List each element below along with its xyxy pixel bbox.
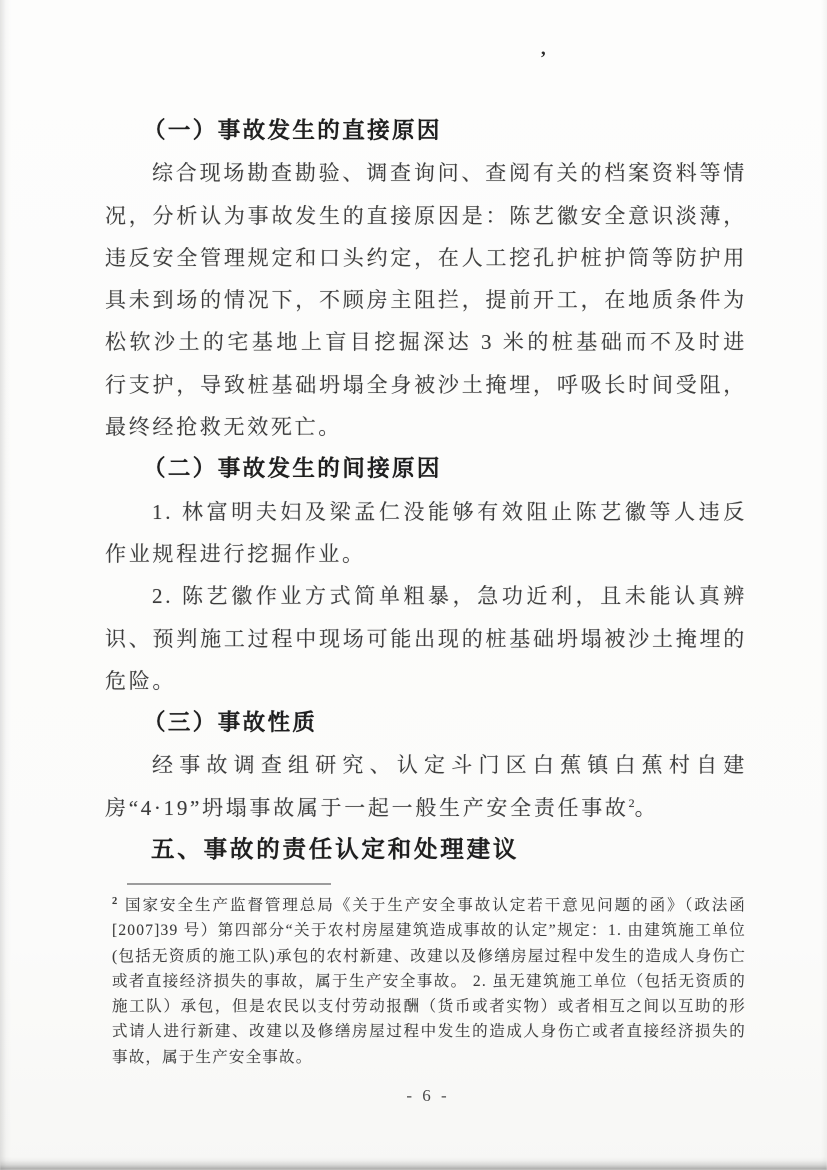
section-heading-indirect-cause: （二）事故发生的间接原因 bbox=[143, 456, 442, 482]
paragraph-indirect-cause-1: 1. 林富明夫妇及梁孟仁没能够有效阻止陈艺徽等人违反作业规程进行挖掘作业。 bbox=[105, 499, 747, 566]
page-number: - 6 - bbox=[406, 1086, 450, 1105]
ink-speck-mark: ’ bbox=[540, 48, 547, 69]
accident-nature-period: 。 bbox=[634, 795, 659, 820]
paragraph-accident-nature bbox=[105, 744, 747, 829]
page-edge-left-shadow bbox=[0, 0, 11, 1170]
accident-nature-text: 经事故调查组研究、认定斗门区白蕉镇白蕉村自建房“4·19”坍塌事故属于一起一般生产安全责任事故 bbox=[105, 753, 747, 820]
footnote-reference: 2 bbox=[628, 795, 635, 810]
paragraph-indirect-cause-2: 2. 陈艺徽作业方式简单粗暴，急功近利，且未能认真辨识、预判施工过程中现场可能出现的桩基础坍塌被沙土掩埋的危险。 bbox=[105, 584, 747, 693]
footnote-separator bbox=[127, 883, 331, 885]
footnote-text: 国家安全生产监督管理总局《关于生产安全事故认定若干意见问题的函》（政法函[2007]39 号）第四部分“关于农村房屋建筑造成事故的认定”规定：1. 由建筑施工单位(包括无资质的施工队)承包的农村新建、改建以及修缮房屋过程中发生的造成人身伤亡或者直接经济损失的事故，属于生产安全事故。 2. 虽无建筑施工单位（包括无资质的施工队）承包，但是农民以支付劳动报酬（货币或者实物）或者相互之间以互助的形式请人进行新建、改建以及修缮房屋过程中发生的造成人身伤亡或者直接经济损失的事故，属于生产安全事故。 bbox=[112, 897, 746, 1066]
footnote-marker: 2 bbox=[112, 895, 118, 907]
page-edge-right-shadow bbox=[821, 0, 827, 1170]
section-heading-accident-nature: （三）事故性质 bbox=[143, 710, 318, 736]
section-heading-responsibility: 五、事故的责任认定和处理建议 bbox=[151, 837, 520, 864]
section-heading-direct-cause: （一）事故发生的直接原因 bbox=[143, 118, 442, 143]
footnote bbox=[112, 893, 746, 1070]
paragraph-direct-cause: 综合现场勘查勘验、调查询问、查阅有关的档案资料等情况，分析认为事故发生的直接原因是：陈艺徽安全意识淡薄，违反安全管理规定和口头约定，在人工挖孔护桩护筒等防护用具未到场的情况下，不顾房主阻拦，提前开工，在地质条件为松软沙土的宅基地上盲目挖掘深达 3 米的桩基础而不及时进行支护，导致桩基础坍塌全身被沙土掩埋，呼吸长时间受阻，最终经抢救无效死亡。 bbox=[105, 161, 747, 440]
page-edge-bottom-shadow bbox=[0, 1157, 827, 1170]
document-content bbox=[105, 110, 747, 871]
